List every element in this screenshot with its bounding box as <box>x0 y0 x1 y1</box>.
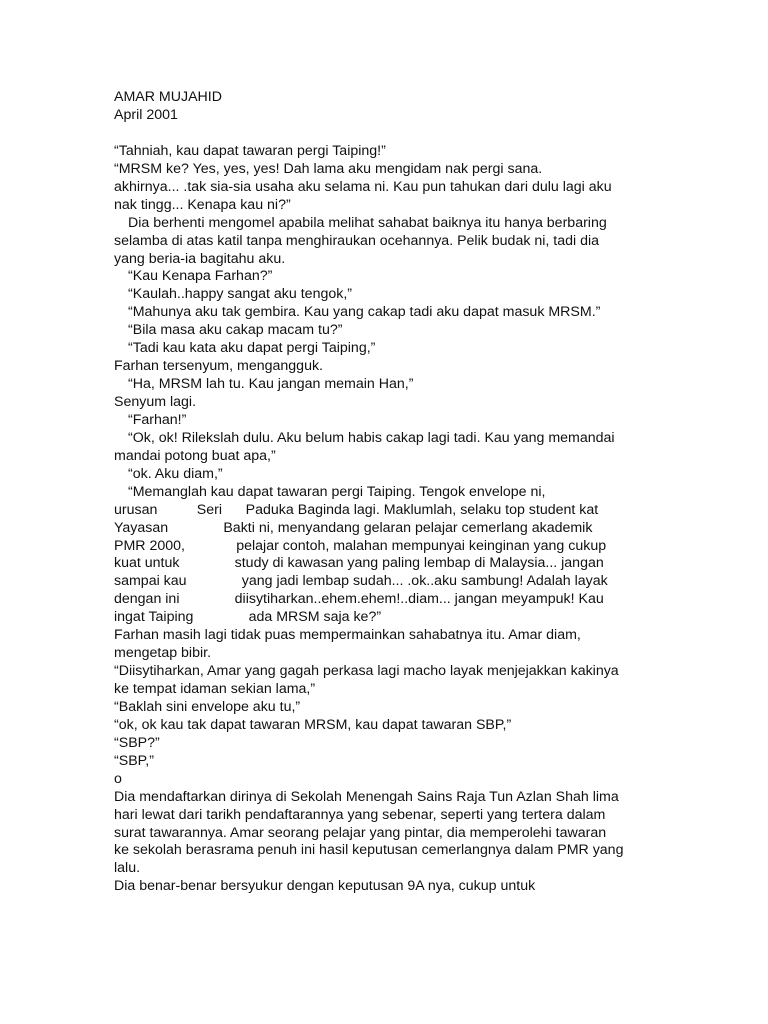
text-line: lalu. <box>114 860 141 877</box>
text-line: Dia mendaftarkan dirinya di Sekolah Menengah Sains Raja Tun Azlan Shah lima <box>114 788 619 805</box>
author-name: AMAR MUJAHID <box>114 89 222 105</box>
text-line: hari lewat dari tarikh pendaftarannya yang sebenar, seperti yang tertera dalam <box>114 806 606 823</box>
text-line: urusan Seri Paduka Baginda lagi. Maklumlah, selaku top student kat <box>114 501 599 518</box>
text-line: “Kaulah..happy sangat aku tengok,” <box>128 286 353 303</box>
text-line: “SBP,” <box>114 752 154 769</box>
text-line: “Ha, MRSM lah tu. Kau jangan memain Han,” <box>128 376 414 393</box>
text-line: “Bila masa aku cakap macam tu?” <box>128 322 343 339</box>
text-line: ke sekolah berasrama penuh ini hasil keputusan cemerlangnya dalam PMR yang <box>114 842 624 859</box>
text-line: o <box>114 770 122 787</box>
text-line: “Baklah sini envelope aku tu,” <box>114 698 301 715</box>
text-line: selamba di atas katil tanpa menghiraukan ocehannya. Pelik budak ni, tadi dia <box>114 232 600 249</box>
text-line: nak tingg... Kenapa kau ni?” <box>114 196 291 213</box>
text-line: Farhan masih lagi tidak puas mempermainkan sahabatnya itu. Amar diam, <box>114 627 581 644</box>
text-line: “Ok, ok! Rilekslah dulu. Aku belum habis cakap lagi tadi. Kau yang memandai <box>128 429 615 446</box>
text-line: kuat untuk study di kawasan yang paling lembap di Malaysia... jangan <box>114 555 604 572</box>
text-line: PMR 2000, pelajar contoh, malahan mempunyai keinginan yang cukup <box>114 537 607 554</box>
text-line: mengetap bibir. <box>114 645 212 662</box>
text-line: ingat Taiping ada MRSM saja ke?” <box>114 609 382 626</box>
blank-line <box>114 125 654 143</box>
text-line: “Mahunya aku tak gembira. Kau yang cakap tadi aku dapat masuk MRSM.” <box>128 304 601 321</box>
document-page <box>114 89 654 896</box>
text-line: ke tempat idaman sekian lama,” <box>114 681 316 697</box>
text-line: “Kau Kenapa Farhan?” <box>128 268 273 285</box>
text-line: Senyum lagi. <box>114 394 197 410</box>
story-body <box>114 143 654 896</box>
text-line: sampai kau yang jadi lembap sudah... .ok..aku sambung! Adalah layak <box>114 573 608 590</box>
text-line: “Tahniah, kau dapat tawaran pergi Taiping!” <box>114 142 386 159</box>
text-line: “Memanglah kau dapat tawaran pergi Taiping. Tengok envelope ni, <box>128 483 546 500</box>
text-line: Yayasan Bakti ni, menyandang gelaran pelajar cemerlang akademik <box>114 519 593 536</box>
text-line: “ok. Aku diam,” <box>128 465 223 482</box>
text-line: “Tadi kau kata aku dapat pergi Taiping,” <box>128 340 376 357</box>
text-line: “Farhan!” <box>128 411 187 428</box>
text-line: akhirnya... .tak sia-sia usaha aku selama ni. Kau pun tahukan dari dulu lagi aku <box>114 178 612 195</box>
text-line: “ok, ok kau tak dapat tawaran MRSM, kau dapat tawaran SBP,” <box>114 716 512 733</box>
text-line: surat tawarannya. Amar seorang pelajar yang pintar, dia memperolehi tawaran <box>114 824 607 841</box>
text-line: yang beria-ia bagitahu aku. <box>114 250 286 267</box>
document-date: April 2001 <box>114 106 178 123</box>
text-line: Farhan tersenyum, mengangguk. <box>114 358 323 375</box>
text-line: “MRSM ke? Yes, yes, yes! Dah lama aku mengidam nak pergi sana. <box>114 160 543 177</box>
text-line: “Diisytiharkan, Amar yang gagah perkasa lagi macho layak menjejakkan kakinya <box>114 663 619 680</box>
text-line: “SBP?” <box>114 734 160 751</box>
text-line: mandai potong buat apa,” <box>114 447 276 464</box>
text-line: Dia benar-benar bersyukur dengan keputusan 9A nya, cukup untuk <box>114 878 536 895</box>
text-line: Dia berhenti mengomel apabila melihat sahabat baiknya itu hanya berbaring <box>128 214 607 231</box>
text-line: dengan ini diisytiharkan..ehem.ehem!..diam... jangan meyampuk! Kau <box>114 591 604 608</box>
